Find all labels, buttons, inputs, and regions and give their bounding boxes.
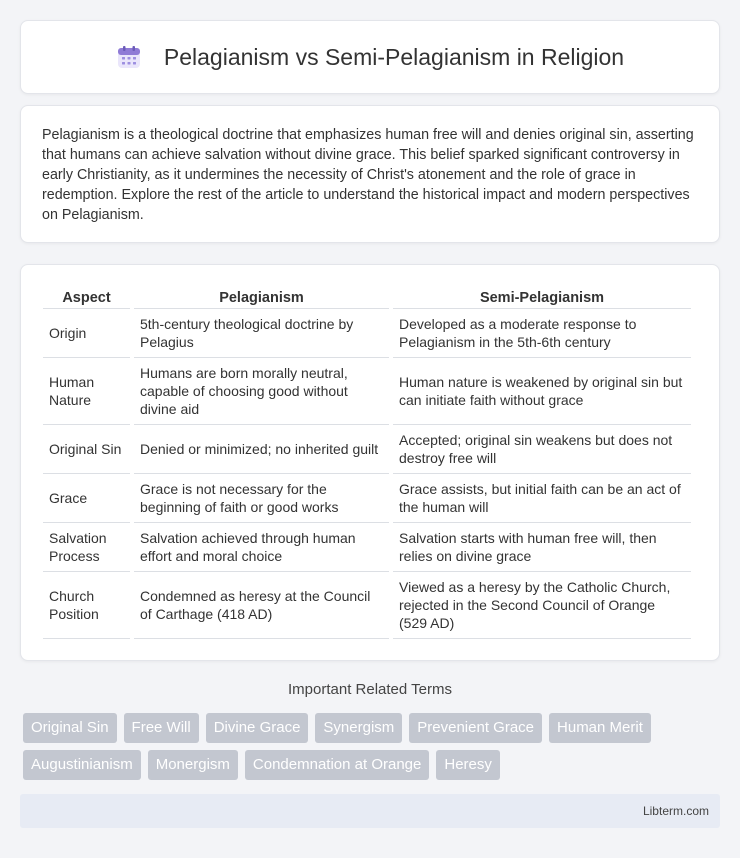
related-terms-heading: Important Related Terms xyxy=(288,681,452,698)
comparison-table xyxy=(39,285,695,639)
tag-human-merit[interactable]: Human Merit xyxy=(549,713,651,743)
table-cell: Condemned as heresy at the Council of Carthage (418 AD) xyxy=(134,572,389,639)
related-terms-list xyxy=(23,713,713,780)
footer-brand[interactable]: Libterm.com xyxy=(642,804,709,818)
table-cell: 5th-century theological doctrine by Pelagius xyxy=(134,309,389,358)
table-row xyxy=(43,309,691,358)
tag-monergism[interactable]: Monergism xyxy=(148,750,238,780)
table-cell: Denied or minimized; no inherited guilt xyxy=(134,425,389,474)
table-cell-aspect: Church Position xyxy=(43,572,130,639)
header-semi-pelagianism: Semi-Pelagianism xyxy=(393,285,691,309)
table-row xyxy=(43,358,691,425)
table-cell-aspect: Human Nature xyxy=(43,358,130,425)
intro-card xyxy=(20,105,720,243)
table-cell: Human nature is weakened by original sin but can initiate faith without grace xyxy=(393,358,691,425)
table-row xyxy=(43,425,691,474)
table-cell: Salvation starts with human free will, then relies on divine grace xyxy=(393,523,691,572)
table-cell-aspect: Origin xyxy=(43,309,130,358)
header-card xyxy=(20,20,720,94)
header-pelagianism: Pelagianism xyxy=(134,285,389,309)
table-cell: Viewed as a heresy by the Catholic Church, rejected in the Second Council of Orange (529 AD) xyxy=(393,572,691,639)
intro-paragraph: Pelagianism is a theological doctrine that emphasizes human free will and denies original sin, asserting that humans can achieve salvation without divine grace. This belief sparked significant controversy in early Christianity, as it undermines the necessity of Christ's atonement and the role of grace in redemption. Explore the rest of the article to understand the historical impact and modern perspectives on Pelagianism. xyxy=(42,127,694,223)
table-cell-aspect: Grace xyxy=(43,474,130,523)
table-cell: Salvation achieved through human effort and moral choice xyxy=(134,523,389,572)
header-aspect: Aspect xyxy=(43,285,130,309)
tag-free-will[interactable]: Free Will xyxy=(124,713,199,743)
table-cell: Humans are born morally neutral, capable of choosing good without divine aid xyxy=(134,358,389,425)
table-row xyxy=(43,474,691,523)
table-cell: Grace is not necessary for the beginning of faith or good works xyxy=(134,474,389,523)
table-cell: Accepted; original sin weakens but does not destroy free will xyxy=(393,425,691,474)
tag-condemnation-at-orange[interactable]: Condemnation at Orange xyxy=(245,750,429,780)
table-cell-aspect: Salvation Process xyxy=(43,523,130,572)
table-cell: Grace assists, but initial faith can be an act of the human will xyxy=(393,474,691,523)
tag-divine-grace[interactable]: Divine Grace xyxy=(206,713,309,743)
tag-heresy[interactable]: Heresy xyxy=(436,750,500,780)
table-header-row xyxy=(43,285,691,309)
calendar-icon xyxy=(116,44,142,70)
table-cell: Developed as a moderate response to Pelagianism in the 5th-6th century xyxy=(393,309,691,358)
table-row xyxy=(43,523,691,572)
tag-augustinianism[interactable]: Augustinianism xyxy=(23,750,141,780)
comparison-card xyxy=(20,264,720,661)
tag-synergism[interactable]: Synergism xyxy=(315,713,402,743)
page-title: Pelagianism vs Semi-Pelagianism in Religion xyxy=(163,43,625,70)
table-cell-aspect: Original Sin xyxy=(43,425,130,474)
footer-bar xyxy=(20,794,720,828)
tag-original-sin[interactable]: Original Sin xyxy=(23,713,117,743)
tag-prevenient-grace[interactable]: Prevenient Grace xyxy=(409,713,542,743)
table-row xyxy=(43,572,691,639)
